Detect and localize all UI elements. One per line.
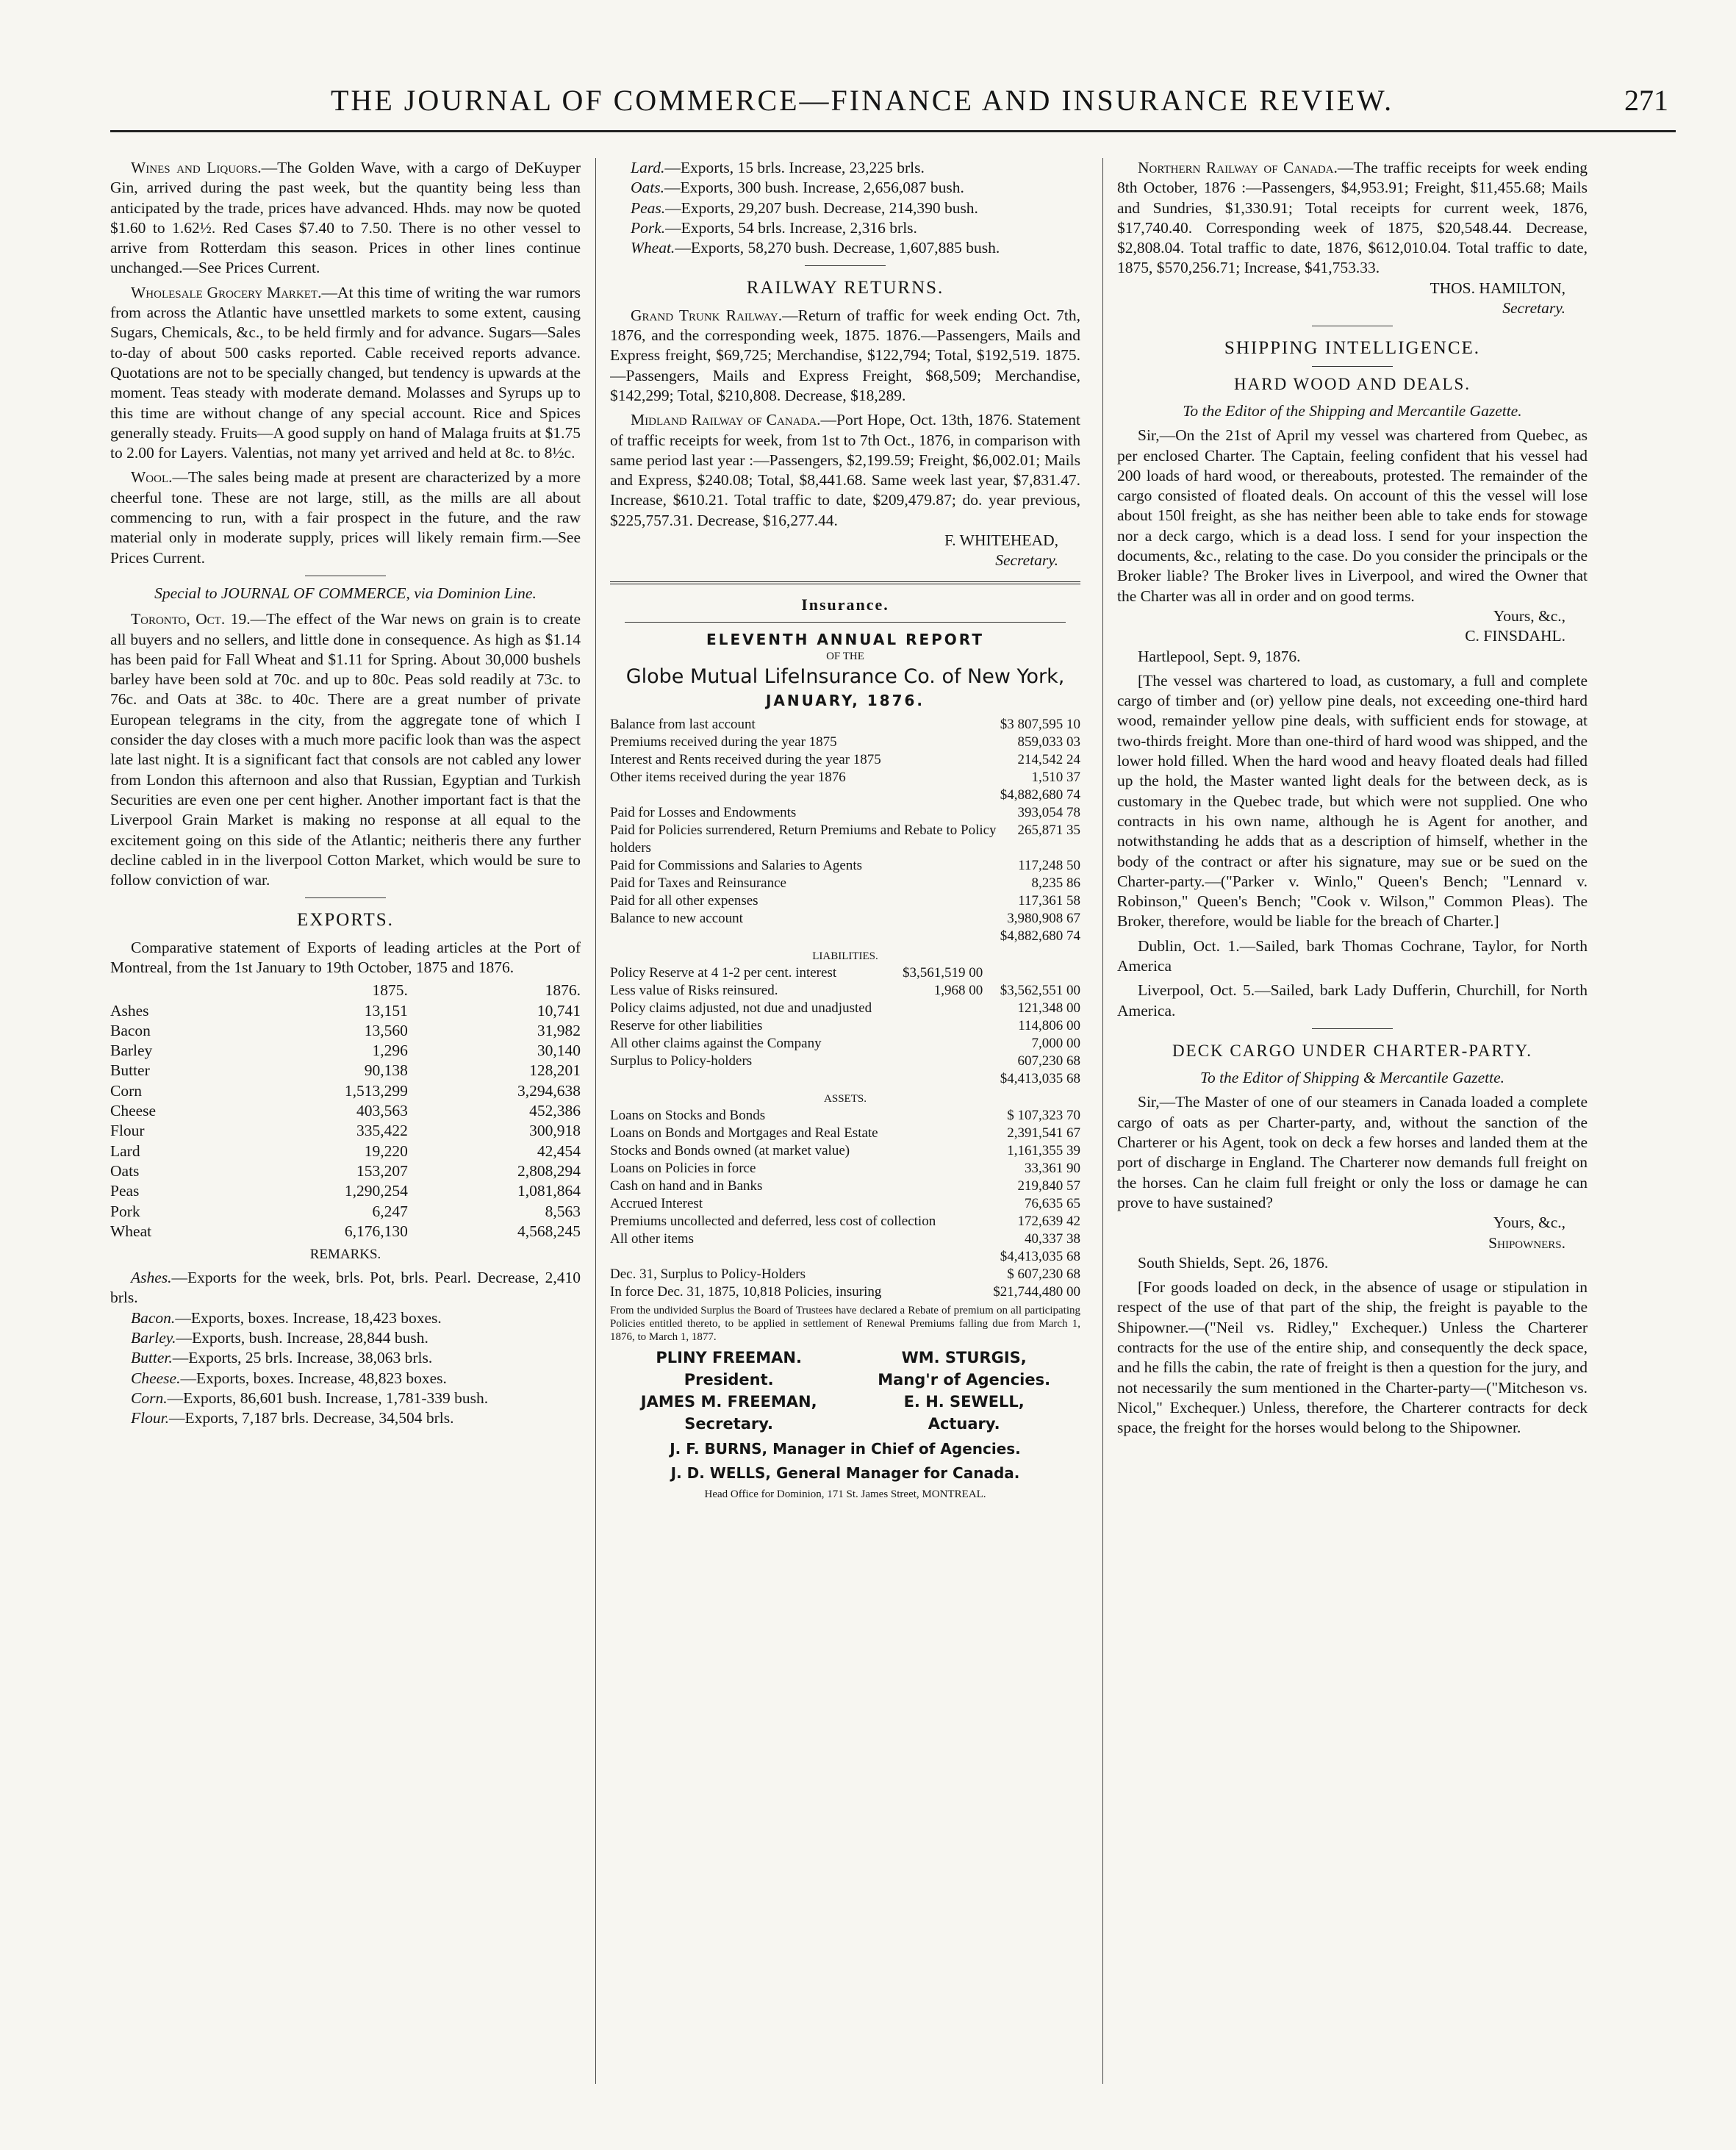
- burns-line: J. F. BURNS, Manager in Chief of Agencies.: [670, 1439, 1021, 1458]
- company-name: Globe Mutual LifeInsurance Co. of New York,: [625, 665, 1065, 689]
- remark-item: Cheese.—Exports, boxes. Increase, 48,823 boxes.: [131, 1369, 447, 1387]
- table-row: [610, 716, 1080, 734]
- table-row: [610, 769, 1080, 786]
- row-label: Paid for Losses and Endowments: [610, 804, 797, 820]
- remark-item: Peas.—Exports, 29,207 bush. Decrease, 214,390 bush.: [631, 198, 978, 217]
- table-row: [610, 1347, 1080, 1369]
- table-row: [110, 1121, 581, 1141]
- table-row: [610, 1035, 1080, 1053]
- row-label: Premiums received during the year 1875: [610, 734, 837, 750]
- row-label: Interest and Rents received during the year 1875: [610, 751, 881, 767]
- deck-reply: [For goods loaded on deck, in the absence of usage or stipulation in respect of the use of that part of the ship, the freight is payable to the Shipowner.—("Neil vs. Ridley," Exchequer.) Unless the Charterer contracts for the use of the entire ship, and consequently the deck space, and he fills the cabin, the rate of freight is then a question for the jury, and not necessarily the sum mentioned in the Charter-party—("Mitcheson vs. Nicol," Exchequer.) Unless, therefore, the Charterer contracts for deck space, the freight for the horses would belong to the Shipowner.: [1117, 1278, 1588, 1437]
- letter-signature: C. FINSDAHL.: [1465, 627, 1565, 645]
- remark-item: Ashes.—Exports for the week, brls. Pot, brls. Pearl. Decrease, 2,410 brls.: [110, 1269, 581, 1307]
- row-value: 1,290,254: [344, 1182, 408, 1200]
- gtr-paragraph: Grand Trunk Railway.—Return of traffic for week ending Oct. 7th, 1876, and the corresponding week, 1875. 1876.—Passengers, Mails and Express freight, $69,725; Merchandise, $122,794; Total, $192,519. 1875.—Passengers, Mails and Express Freight, $68,509; Merchandise, $142,299; Total, $210,808. Decrease, $18,289.: [610, 306, 1080, 404]
- row-label: Wheat: [110, 1222, 152, 1240]
- column-1: [110, 158, 581, 2106]
- table-header-row: [110, 981, 581, 1000]
- row-label: All other claims against the Company: [610, 1035, 822, 1051]
- row-value: 1,296: [372, 1042, 408, 1060]
- deck-cargo-heading: DECK CARGO UNDER CHARTER-PARTY.: [1172, 1041, 1532, 1060]
- surplus-table: [610, 1266, 1080, 1301]
- table-row: Dec. 31, Surplus to Policy-Holders $ 607,230 68: [610, 1266, 1080, 1282]
- exports-intro: Comparative statement of Exports of leading articles at the Port of Montreal, from the 1st January to 19th October, 1875 and 1876.: [110, 938, 581, 976]
- column-2: [610, 158, 1080, 2106]
- row-value: 117,361 58: [1018, 892, 1080, 909]
- table-row: [110, 1021, 581, 1041]
- page-number: 271: [1624, 84, 1668, 117]
- row-label: Bacon: [110, 1021, 151, 1039]
- report-of: OF THE: [826, 651, 864, 663]
- row-value: 1,513,299: [344, 1081, 408, 1100]
- table-row: [610, 1213, 1080, 1230]
- row-label: Other items received during the year 1876: [610, 769, 846, 785]
- table-row: [110, 1222, 581, 1241]
- row-value: 452,386: [529, 1102, 581, 1120]
- row-value: 114,806 00: [1018, 1017, 1080, 1033]
- row-label: Peas: [110, 1182, 140, 1200]
- assets-heading: ASSETS.: [824, 1092, 867, 1105]
- signature-title: Secretary.: [1502, 299, 1565, 318]
- row-label: Cash on hand and in Banks: [610, 1178, 763, 1194]
- row-value: 2,391,541 67: [1007, 1125, 1080, 1141]
- officer-cell: Actuary.: [928, 1414, 1000, 1433]
- row-value: $ 107,323 70: [1007, 1107, 1080, 1123]
- special-heading: Special to JOURNAL OF COMMERCE, via Dominion Line.: [154, 584, 537, 602]
- row-label: Premiums uncollected and deferred, less cost of collection: [610, 1213, 936, 1229]
- shipping-heading: SHIPPING INTELLIGENCE.: [1224, 338, 1481, 359]
- newspaper-page: [110, 70, 1676, 2113]
- row-label: Pork: [110, 1202, 140, 1220]
- head-office-line: Head Office for Dominion, 171 St. James Street, MONTREAL.: [704, 1488, 986, 1501]
- remark-item: Bacon.—Exports, boxes. Increase, 18,423 boxes.: [131, 1308, 442, 1327]
- officer-cell: Mang'r of Agencies.: [878, 1370, 1051, 1388]
- row-label: Reserve for other liabilities: [610, 1017, 763, 1033]
- table-row: [610, 1369, 1080, 1391]
- reserve-table: [610, 964, 1080, 1000]
- table-row: [610, 1230, 1080, 1248]
- table-row: [610, 910, 1080, 928]
- disbursements-total: $4,882,680 74: [1000, 928, 1080, 944]
- row-label: Barley: [110, 1042, 153, 1060]
- row-value: 117,248 50: [1018, 857, 1080, 873]
- wells-line: J. D. WELLS, General Manager for Canada.: [670, 1463, 1020, 1482]
- row-label: Stocks and Bonds owned (at market value): [610, 1142, 850, 1158]
- assets-total: $4,413,035 68: [1000, 1248, 1080, 1264]
- remark-item: Barley.—Exports, bush. Increase, 28,844 bush.: [131, 1329, 428, 1347]
- editor-line: To the Editor of the Shipping and Mercantile Gazette.: [1183, 401, 1522, 420]
- grocery-paragraph: Wholesale Grocery Market.—At this time of writing the war rumors from across the Atlantic have unsettled markets to some extent, causing Sugars, Chemicals, &c., to be held firmly and for advance. Sugars—Sales to-day of about 500 casks reported. Cable received reports advance. Quotations are not to be specially changed, but tendency is upwards at the moment. Teas steady with moderate demand. Molasses and Syrups up to this time are without change of any special account. Rice and Spices generally steady. Fruits—A good supply on hand of Malaga fruits at $1.75 to 2.00 for Layers. Valentias, not many yet arrived and held at 8c. to 8½c.: [110, 283, 581, 462]
- row-value: 33,361 90: [1025, 1160, 1080, 1176]
- row-value: 859,033 03: [1017, 734, 1080, 750]
- table-row: [110, 1061, 581, 1081]
- dublin-notice: Dublin, Oct. 1.—Sailed, bark Thomas Cochrane, Taylor, for North America: [1117, 936, 1588, 975]
- divider: [1312, 366, 1393, 367]
- row-value: 76,635 65: [1025, 1195, 1080, 1211]
- row-label: Oats: [110, 1161, 140, 1180]
- table-row: [610, 1178, 1080, 1195]
- letter-signature: Shipowners.: [1488, 1233, 1565, 1252]
- row-label: Balance from last account: [610, 716, 756, 732]
- row-label: Surplus to Policy-holders: [610, 1053, 753, 1069]
- header-rule: [110, 130, 1676, 132]
- row-value: 219,840 57: [1017, 1178, 1080, 1194]
- row-value: 128,201: [529, 1061, 581, 1080]
- table-row: [610, 822, 1080, 857]
- row-value: 40,337 38: [1025, 1230, 1080, 1247]
- remarks-continued: [610, 158, 1080, 258]
- row-label: All other items: [610, 1230, 694, 1247]
- signature-name: THOS. HAMILTON,: [1430, 279, 1565, 297]
- table-row: [610, 1000, 1080, 1017]
- row-label: Loans on Stocks and Bonds: [610, 1107, 766, 1123]
- remark-item: Corn.—Exports, 86,601 bush. Increase, 1,781-339 bush.: [131, 1388, 489, 1407]
- row-label: Paid for Commissions and Salaries to Agents: [610, 857, 863, 873]
- row-value: 31,982: [537, 1021, 581, 1039]
- hardwood-reply: [The vessel was chartered to load, as customary, a full and complete cargo of timber and (or) yellow pine deals, not exceeding one-third hard wood, remainder yellow pine deals, with sufficient ends for stowage, at two-thirds freight. More than one-third of hard wood was shipped, and the lower hold filled. When the hard wood and heavy floated deals had filled up the hold, the Master wanted light deals for the between deck, as is customary in the Quebec trade, but which were not supplied. One who contracts in his own name, although he is Agent for another, and notwithstanding he adds that as a description of himself, whether in the body of the contract or after his signature, may sue or be sued on the Charter-party.—("Parker v. Winlo," Queen's Bench; "Lennard v. Robinson," Queen's Bench; "Cook v. Wilson," Common Pleas). The Broker, therefore, would be liable for the breach of Charter.]: [1117, 671, 1588, 931]
- hardwood-letter: Sir,—On the 21st of April my vessel was chartered from Quebec, as per enclosed Charter. The Captain, feeling confident that his vessel had 200 loads of hard wood, or thereabouts, protested. The remainder of the cargo consisted of floated deals. On account of this the vessel will lose about 150l freight, as she has neither been able to take ends for stowage nor a deck cargo, which is a dead loss. I send for your inspection the documents, &c., relating to the case. Do you consider the principals or the Broker liable? The Broker lives in Liverpool, and wired the Owner that the Charter was all in order and on good terms.: [1117, 426, 1588, 605]
- row-label: Loans on Policies in force: [610, 1160, 756, 1176]
- officer-cell: JAMES M. FREEMAN,: [640, 1392, 817, 1411]
- table-row: [610, 875, 1080, 892]
- wines-paragraph: Wines and Liquors.—The Golden Wave, with a cargo of DeKuyper Gin, arrived during the past week, but the quantity being less than anticipated by the trade, prices have advanced. Hhds. may now be quoted $1.60 to 1.62½. Red Cases $7.40 to 7.50. There is no other vessel to arrive from Rotterdam this season. Prices in other lines continue unchanged.—See Prices Current.: [110, 159, 581, 277]
- table-row: [610, 1107, 1080, 1125]
- officer-cell: WM. STURGIS,: [901, 1348, 1027, 1366]
- letter-closing: Yours, &c.,: [1493, 1214, 1565, 1232]
- column-rule: [595, 158, 596, 2084]
- row-value: 3,980,908 67: [1007, 910, 1080, 926]
- row-value: 1,510 37: [1031, 769, 1080, 785]
- row-label: Corn: [110, 1081, 142, 1100]
- row-value: 8,563: [545, 1202, 581, 1220]
- column-rule: [1102, 158, 1103, 2084]
- row-value: 2,808,294: [517, 1161, 581, 1180]
- row-value: 4,568,245: [517, 1222, 581, 1240]
- row-label: Policy claims adjusted, not due and unadjusted: [610, 1000, 872, 1016]
- income-table: [610, 716, 1080, 786]
- signature-title: Secretary.: [995, 551, 1058, 570]
- row-value: 214,542 24: [1017, 751, 1080, 767]
- liabilities-table: [610, 1000, 1080, 1070]
- income-total: $4,882,680 74: [1000, 786, 1080, 803]
- row-value: 265,871 35: [1017, 822, 1080, 838]
- table-row: [110, 1161, 581, 1181]
- remark-item: Oats.—Exports, 300 bush. Increase, 2,656,087 bush.: [631, 179, 964, 197]
- row-value: 13,560: [364, 1021, 408, 1039]
- table-row: [610, 1413, 1080, 1435]
- row-value: $3 807,595 10: [1000, 716, 1080, 732]
- remark-item: Flour.—Exports, 7,187 brls. Decrease, 34,504 brls.: [131, 1409, 454, 1427]
- row-label: Balance to new account: [610, 910, 743, 926]
- liabilities-total: $4,413,035 68: [1000, 1070, 1080, 1086]
- disbursements-table: [610, 804, 1080, 928]
- row-value: 42,454: [537, 1142, 581, 1160]
- row-label: Cheese: [110, 1102, 157, 1120]
- officers-table: [610, 1347, 1080, 1435]
- row-value: 1,161,355 39: [1007, 1142, 1080, 1158]
- divider: [1312, 1028, 1393, 1029]
- table-row: Less value of Risks reinsured. 1,968 00 $3,562,551 00: [610, 982, 1080, 998]
- exports-table: [110, 981, 581, 1241]
- column-header: 1875.: [372, 981, 408, 1000]
- row-label: Loans on Bonds and Mortgages and Real Estate: [610, 1125, 878, 1141]
- table-row: [110, 1142, 581, 1161]
- liverpool-notice: Liverpool, Oct. 5.—Sailed, bark Lady Dufferin, Churchill, for North America.: [1117, 981, 1588, 1020]
- row-value: 3,294,638: [517, 1081, 581, 1100]
- row-value: 10,741: [537, 1001, 581, 1020]
- remark-item: Butter.—Exports, 25 brls. Increase, 38,063 brls.: [131, 1349, 433, 1367]
- footnote: From the undivided Surplus the Board of Trustees have declared a Rebate of premium on all participating Policies entitled thereto, to be applied in settlement of Renewal Premiums falling due from March 1, 1876, to March 1, 1877.: [610, 1304, 1080, 1343]
- row-label: Ashes: [110, 1001, 149, 1020]
- row-label: Lard: [110, 1142, 140, 1160]
- table-row: [610, 857, 1080, 875]
- letter-place-date: South Shields, Sept. 26, 1876.: [1138, 1253, 1329, 1272]
- table-row: [110, 1181, 581, 1201]
- railway-heading: RAILWAY RETURNS.: [746, 278, 944, 298]
- table-row: [610, 734, 1080, 751]
- assets-table: [610, 1107, 1080, 1248]
- table-row: [110, 1001, 581, 1021]
- divider: [305, 897, 386, 898]
- row-value: 335,422: [356, 1122, 408, 1140]
- table-row: [610, 1017, 1080, 1035]
- table-row: In force Dec. 31, 1875, 10,818 Policies, insuring $21,744,480 00: [610, 1283, 1080, 1300]
- row-label: Paid for all other expenses: [610, 892, 758, 909]
- row-label: Accrued Interest: [610, 1195, 703, 1211]
- table-row: [610, 1125, 1080, 1142]
- officer-cell: President.: [684, 1370, 774, 1388]
- row-value: 300,918: [529, 1122, 581, 1140]
- row-value: 172,639 42: [1017, 1213, 1080, 1229]
- signature-name: F. WHITEHEAD,: [944, 531, 1058, 550]
- officer-cell: E. H. SEWELL,: [903, 1392, 1025, 1411]
- row-value: 8,235 86: [1031, 875, 1080, 891]
- row-label: Butter: [110, 1061, 150, 1080]
- column-3: [1117, 158, 1588, 2106]
- table-row: [610, 751, 1080, 769]
- exports-heading: EXPORTS.: [297, 910, 394, 931]
- insurance-heading: Insurance.: [801, 595, 889, 614]
- page-header: [110, 70, 1676, 158]
- divider: [625, 622, 1066, 623]
- row-value: 6,247: [372, 1202, 408, 1220]
- remarks-list: [110, 1268, 581, 1428]
- wool-paragraph: Wool.—The sales being made at present are characterized by a more cheerful tone. These are not large, still, as the mills are all about commencing to run, with a fair prospect in the future, and the raw material only in moderate supply, prices will likely remain firm.—See Prices Current.: [110, 468, 581, 567]
- northern-paragraph: Northern Railway of Canada.—The traffic receipts for week ending 8th October, 1876 :—Passengers, $4,953.91; Freight, $11,455.68; Mails and Sundries, $1,330.91; Total receipts for current week, 1876, $17,740.40. Corresponding week of 1875, $20,548.44. Decrease, $2,808.04. Total traffic to date, 1876, $612,010.04. Total traffic to date, 1875, $570,256.71; Increase, $41,753.33.: [1117, 159, 1588, 277]
- editor-line: To the Editor of Shipping & Mercantile Gazette.: [1199, 1069, 1505, 1087]
- liabilities-heading: LIABILITIES.: [812, 950, 878, 962]
- toronto-paragraph: Toronto, Oct. 19.—The effect of the War news on grain is to create all buyers and no sellers, and little done in consequence. As high as $1.14 has been paid for Fall Wheat and $1.11 for Spring. About 30,000 bushels barley have been sold at 70c. and up to 80c. Peas sold readily at 73c. to 76c. and Oats at 38c. to 40c. There are a great number of private European telegrams in the city, from the aggregate tone of which I consider the day closes with a much more pacific look than was the aspect late last night. It is a significant fact that consols are not cabled any lower from London this afternoon and also that Russian, Egyptian and Turkish Securities are even one per cent higher. Another important fact is that the Liverpool Grain Market is making no response at all equal to the excitement going on this side of the Atlantic; neitheris there any further decline cabled in in the liverpool Cotton Market, which would be sure to follow conviction of war.: [110, 610, 581, 889]
- officer-cell: PLINY FREEMAN.: [656, 1348, 802, 1366]
- row-label: Flour: [110, 1122, 145, 1140]
- row-value: 7,000 00: [1031, 1035, 1080, 1051]
- midland-paragraph: Midland Railway of Canada.—Port Hope, Oct. 13th, 1876. Statement of traffic receipts for week, from 1st to 7th Oct., 1876, in comparison with same period last year :—Passengers, $2,199.59; Freight, $6,002.01; Mails and Express, $240.08; Total, $8,441.68. Same week last year, $7,831.47. Increase, $610.21. Total traffic to date, $209,479.87; do. year previous, $225,757.31. Decrease, $16,277.44.: [610, 411, 1080, 529]
- row-value: 6,176,130: [344, 1222, 408, 1240]
- row-value: 403,563: [356, 1102, 408, 1120]
- table-row: [610, 1142, 1080, 1160]
- table-row: [610, 1195, 1080, 1213]
- row-value: 19,220: [364, 1142, 408, 1160]
- divider: [805, 265, 886, 266]
- column-header: 1876.: [545, 981, 581, 1000]
- row-label: Paid for Policies surrendered, Return Premiums and Rebate to Policy holders: [610, 822, 997, 856]
- table-row: Policy Reserve at 4 1-2 per cent. interest $3,561,519 00: [610, 964, 983, 981]
- remark-item: Wheat.—Exports, 58,270 bush. Decrease, 1,607,885 bush.: [631, 239, 1000, 257]
- page-title: THE JOURNAL OF COMMERCE—FINANCE AND INSURANCE REVIEW.: [331, 84, 1394, 117]
- table-row: [610, 1053, 1080, 1070]
- letter-closing: Yours, &c.,: [1493, 606, 1565, 625]
- table-row: [110, 1101, 581, 1121]
- officer-cell: Secretary.: [684, 1414, 774, 1433]
- section-rule: [610, 581, 1080, 584]
- row-label: Paid for Taxes and Reinsurance: [610, 875, 786, 891]
- row-value: 90,138: [364, 1061, 408, 1080]
- table-row: [110, 1202, 581, 1222]
- table-row: [610, 804, 1080, 822]
- letter-place-date: Hartlepool, Sept. 9, 1876.: [1138, 647, 1301, 665]
- remarks-heading: REMARKS.: [309, 1247, 381, 1263]
- row-value: 13,151: [364, 1001, 408, 1020]
- table-row: [610, 1391, 1080, 1413]
- deck-letter: Sir,—The Master of one of our steamers in Canada loaded a complete cargo of oats as per Charter-party, and, without the sanction of the Charterer or his Agent, took on deck a few horses and landed them at the port of discharge in England. The Charterer now demands full freight on the horses. Can he claim full freight or only the loss or damage he can prove to have sustained?: [1117, 1093, 1588, 1211]
- table-row: [610, 1160, 1080, 1178]
- row-value: 1,081,864: [517, 1182, 581, 1200]
- report-title: ELEVENTH ANNUAL REPORT: [706, 630, 984, 648]
- hardwood-heading: HARD WOOD AND DEALS.: [1234, 374, 1471, 393]
- remark-item: Pork.—Exports, 54 brls. Increase, 2,316 brls.: [631, 218, 917, 237]
- row-value: 121,348 00: [1017, 1000, 1080, 1016]
- row-value: 393,054 78: [1017, 804, 1080, 820]
- table-row: [610, 892, 1080, 910]
- row-value: 153,207: [356, 1161, 408, 1180]
- table-row: [110, 1041, 581, 1061]
- report-date: JANUARY, 1876.: [765, 692, 925, 710]
- row-value: 30,140: [537, 1042, 581, 1060]
- table-row: [110, 1081, 581, 1101]
- remark-item: Lard.—Exports, 15 brls. Increase, 23,225 brls.: [631, 159, 925, 176]
- row-value: 607,230 68: [1017, 1053, 1080, 1069]
